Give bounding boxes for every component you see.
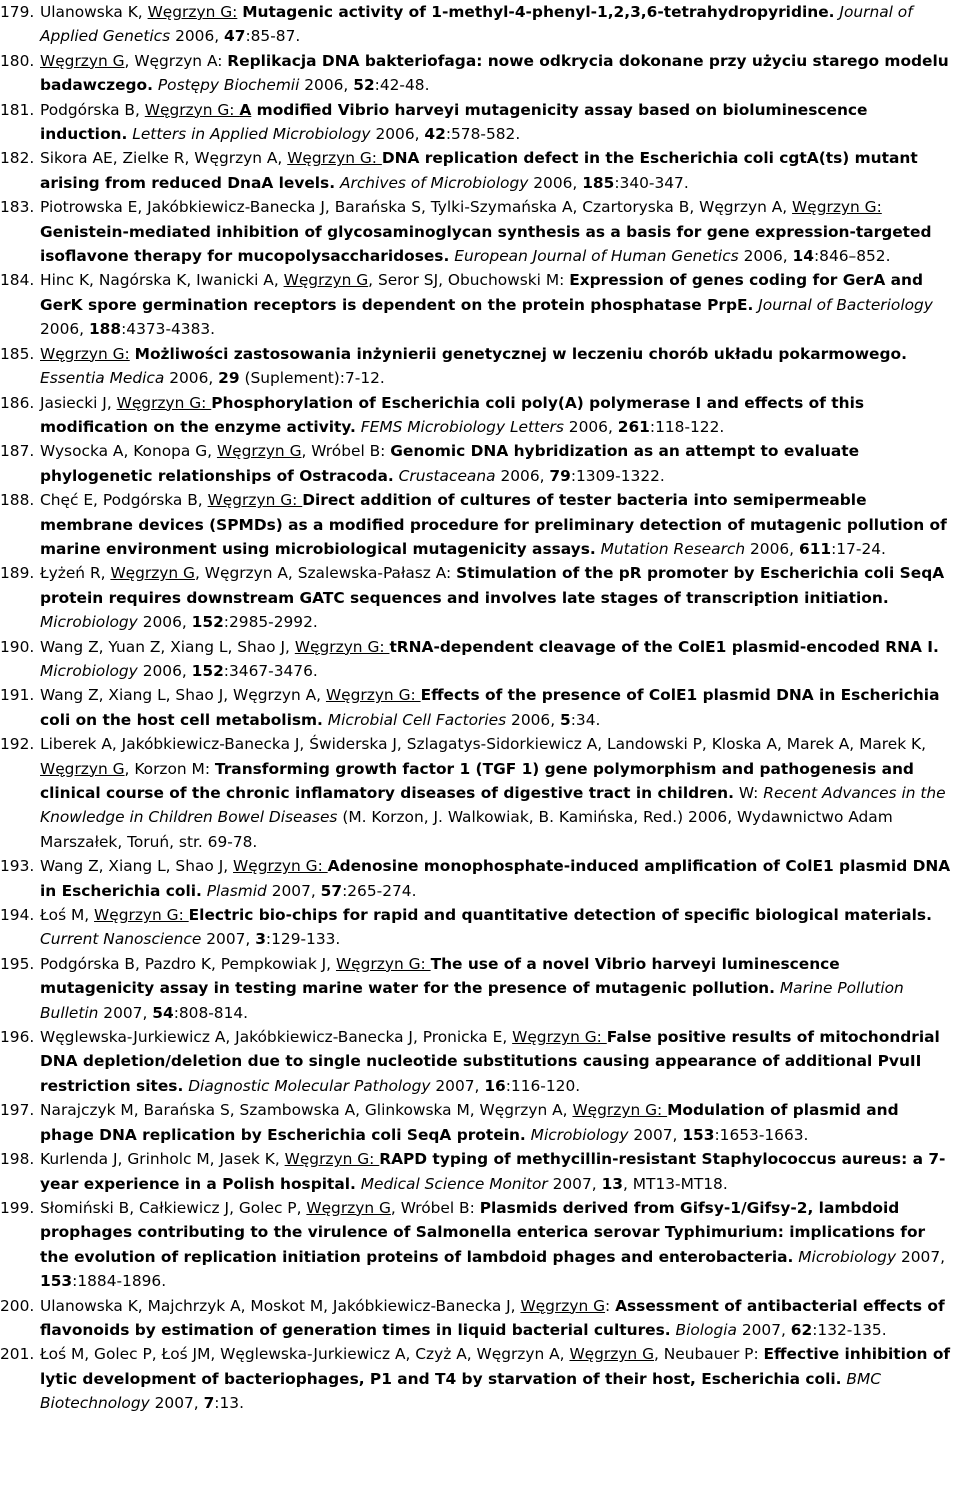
reference-text — [40, 683, 954, 732]
text-segment: :129-133. — [265, 930, 341, 949]
reference-entry — [0, 1147, 960, 1196]
text-segment: :808-814. — [173, 1003, 249, 1022]
title-segment: Adenosine monophosphate-induced amplification of ColE1 plasmid DNA in Escherichia coli. — [40, 857, 951, 900]
text-segment: Łyżeń R, — [40, 564, 111, 583]
reference-number: 188. — [0, 491, 35, 510]
text-segment: Jasiecki J, — [40, 393, 117, 412]
text-segment: Wang Z, Xiang L, Shao J, — [40, 857, 234, 876]
reference-entry — [0, 1025, 960, 1098]
reference-entry — [0, 561, 960, 634]
journal-segment: Microbial Cell Factories — [327, 710, 507, 729]
reference-entry — [0, 635, 960, 684]
text-segment: , Seror SJ, Obuchowski M: — [368, 271, 570, 290]
highlighted-author: Węgrzyn G: — [287, 149, 382, 168]
journal-segment: Microbiology — [40, 613, 138, 632]
title-segment: 153 — [682, 1125, 715, 1144]
highlighted-author: Węgrzyn G: — [94, 906, 189, 925]
text-segment: 2007, — [736, 1320, 791, 1339]
reference-number: 186. — [0, 393, 35, 412]
title-segment: Transforming growth factor 1 (TGF 1) gene polymorphism and pathogenesis and clinical course of the chronic inflamatory diseases of digestive tract in children. — [40, 759, 914, 802]
reference-text — [40, 1342, 954, 1415]
reference-entry — [0, 903, 960, 952]
reference-text — [40, 903, 954, 952]
text-segment: , Węgrzyn A, Szalewska-Pałasz A: — [194, 564, 457, 583]
reference-text — [40, 195, 954, 268]
title-segment: Effects of the presence of ColE1 plasmid DNA in Escherichia coli on the host cell metabolism. — [40, 686, 940, 729]
journal-segment: Mutation Research — [600, 539, 746, 558]
title-segment: Mutagenic activity of 1-methyl-4-phenyl-1,2,3,6-tetrahydropyridine. — [242, 3, 835, 21]
text-segment: :132-135. — [812, 1320, 887, 1339]
title-segment: Expression of genes coding for GerA and GerK spore germination receptors is dependent on the protein phosphatase PrpE. — [40, 271, 924, 314]
text-segment: :34. — [570, 710, 601, 729]
text-segment: Węglewska-Jurkiewicz A, Jakóbkiewicz-Banecka J, Pronicka E, — [40, 1028, 513, 1047]
highlighted-author: Węgrzyn G: — [325, 686, 421, 705]
text-segment: 2006, — [137, 613, 192, 632]
reference-number: 196. — [0, 1028, 35, 1047]
title-segment: Assessment of antibacterial effects of flavonoids by estimation of generation times in liquid bacterial cultures. — [40, 1296, 945, 1339]
text-segment: 2006, — [745, 539, 799, 558]
highlighted-author: Węgrzyn G — [306, 1198, 391, 1217]
title-segment: Replikacja DNA bakteriofaga: nowe odkrycia dokonane przy użyciu starego modelu badawczego. — [40, 51, 949, 95]
text-segment: Łoś M, — [40, 906, 95, 925]
text-segment: W: — [733, 784, 764, 802]
reference-entry — [0, 1196, 960, 1294]
reference-text — [40, 268, 954, 341]
text-segment: Łoś M, Golec P, Łoś JM, Węglewska-Jurkiewicz A, Czyż A, Węgrzyn A, — [40, 1345, 570, 1364]
reference-text — [40, 732, 954, 854]
reference-text — [40, 635, 954, 684]
title-segment: 152 — [191, 613, 224, 632]
title-segment: 42 — [424, 125, 446, 144]
reference-entry — [0, 391, 960, 440]
reference-text — [40, 488, 954, 561]
reference-number: 183. — [0, 198, 35, 217]
text-segment: , MT13-MT18. — [622, 1174, 728, 1193]
reference-number: 180. — [0, 51, 35, 70]
reference-entry — [0, 854, 960, 903]
text-segment: 2006, — [370, 125, 425, 144]
title-segment: Direct addition of cultures of tester bacteria into semipermeable membrane devices (SPMDs) as a modified procedure for preliminary detection of mutagenic pollution of marine environment using microbiological mutagenicity assays. — [40, 491, 947, 558]
journal-segment: Diagnostic Molecular Pathology — [188, 1076, 431, 1095]
title-segment: 7 — [203, 1394, 215, 1413]
title-segment: DNA replication defect in the Escherichia coli cgtA(ts) mutant arising from reduced DnaA levels. — [40, 149, 918, 192]
text-segment: Wysocka A, Konopa G, — [40, 442, 217, 461]
highlighted-author: Węgrzyn G: — [40, 344, 130, 363]
journal-segment: Postępy Biochemii — [157, 76, 300, 95]
title-segment: 153 — [40, 1272, 73, 1291]
journal-segment: Crustaceana — [398, 466, 496, 485]
reference-text — [40, 1098, 954, 1147]
title-segment: 62 — [790, 1320, 813, 1339]
reference-entry — [0, 1294, 960, 1343]
text-segment: 2007, — [628, 1125, 683, 1144]
text-segment: Sikora AE, Zielke R, Węgrzyn A, — [40, 149, 288, 168]
title-segment: 152 — [191, 661, 224, 680]
title-segment: 185 — [582, 173, 615, 192]
reference-text — [40, 49, 954, 98]
reference-text — [40, 854, 954, 903]
reference-number: 193. — [0, 857, 35, 876]
reference-entry — [0, 439, 960, 488]
text-segment: , Neubauer P: — [654, 1345, 764, 1364]
reference-number: 185. — [0, 344, 35, 363]
text-segment: 2006, — [738, 247, 793, 266]
title-segment: 52 — [353, 76, 375, 95]
reference-text — [40, 952, 954, 1025]
highlighted-author: Węgrzyn G — [283, 271, 369, 290]
text-segment: 2006, — [137, 661, 192, 680]
text-segment: :17-24. — [831, 539, 886, 558]
journal-segment: BMC Biotechnology — [40, 1369, 882, 1413]
title-segment: 188 — [88, 320, 122, 339]
reference-entry — [0, 146, 960, 195]
text-segment: :265-274. — [342, 881, 417, 900]
reference-entry — [0, 488, 960, 561]
reference-entry — [0, 342, 960, 391]
reference-number: 184. — [0, 271, 35, 290]
highlighted-author: Węgrzyn G — [216, 442, 302, 461]
title-segment: 611 — [798, 539, 832, 558]
highlighted-author: Węgrzyn G: — [792, 198, 882, 217]
journal-segment: Letters in Applied Microbiology — [132, 125, 371, 144]
reference-number: 179. — [0, 3, 35, 21]
text-segment: :1884-1896. — [72, 1272, 167, 1291]
journal-segment: Journal of Bacteriology — [758, 295, 933, 314]
highlighted-author: Węgrzyn G: — [233, 857, 328, 876]
text-segment: , Węgrzyn A: — [124, 51, 228, 70]
text-segment: Liberek A, Jakóbkiewicz-Banecka J, Świderska J, Szlagatys-Sidorkiewicz A, Landowski P, Kloska A, Marek A, Marek K, — [40, 735, 927, 754]
title-segment: Genomic DNA hybridization as an attempt to evaluate phylogenetic relationships of Ostracoda. — [40, 442, 860, 485]
title-segment: 29 — [218, 369, 240, 388]
reference-text — [40, 0, 954, 49]
title-segment: 16 — [484, 1076, 506, 1095]
text-segment: 2007, — [430, 1076, 485, 1095]
text-segment: 2007, — [547, 1174, 602, 1193]
text-segment: :340-347. — [614, 173, 689, 192]
highlighted-author: Węgrzyn G: — [116, 393, 212, 412]
highlighted-author: Węgrzyn G: — [572, 1101, 668, 1120]
reference-number: 200. — [0, 1296, 35, 1315]
title-segment: 79 — [549, 466, 571, 485]
title-segment: 13 — [601, 1174, 623, 1193]
text-segment: 2006, — [299, 76, 354, 95]
reference-entry — [0, 683, 960, 732]
journal-segment: Archives of Microbiology — [339, 173, 529, 192]
journal-segment: Essentia Medica — [40, 369, 165, 388]
text-segment: 2006, — [170, 27, 225, 46]
text-segment: 2006, — [506, 710, 561, 729]
journal-segment: Microbiology — [798, 1247, 897, 1266]
reference-entry — [0, 952, 960, 1025]
text-segment: Ulanowska K, — [40, 3, 148, 21]
text-segment: 2006, — [40, 320, 89, 339]
title-segment: 5 — [560, 710, 571, 729]
highlighted-author: Węgrzyn G — [40, 51, 125, 70]
text-segment: 2007, — [201, 930, 256, 949]
reference-entry — [0, 1342, 960, 1415]
text-segment: :4373-4383. — [121, 320, 216, 339]
text-segment: Piotrowska E, Jakóbkiewicz-Banecka J, Barańska S, Tylki-Szymańska A, Czartoryska B, Węgrzyn A, — [40, 198, 793, 217]
reference-number: 195. — [0, 954, 35, 973]
reference-text — [40, 439, 954, 488]
reference-entry — [0, 732, 960, 854]
highlighted-author: Węgrzyn G: — [284, 1150, 380, 1169]
reference-text — [40, 1294, 954, 1343]
reference-number: 198. — [0, 1150, 35, 1169]
highlighted-author: Węgrzyn G: — [147, 3, 238, 21]
reference-text — [40, 561, 954, 634]
title-segment: Stimulation of the pR promoter by Escherichia coli SeqA protein requires downstream GATC sequences and involves late stages of transcription initiation. — [40, 564, 945, 607]
text-segment: , Wróbel B: — [390, 1198, 480, 1217]
reference-number: 181. — [0, 100, 35, 119]
journal-segment: Plasmid — [206, 881, 267, 900]
highlighted-author: Węgrzyn G — [110, 564, 195, 583]
text-segment: , Wróbel B: — [301, 442, 391, 461]
text-segment: 2006, — [563, 417, 618, 436]
title-segment: 47 — [224, 27, 246, 46]
highlighted-author: Węgrzyn G: — [294, 637, 390, 656]
journal-segment: FEMS Microbiology Letters — [360, 417, 564, 436]
reference-number: 201. — [0, 1345, 35, 1364]
text-segment: (Suplement):7-12. — [239, 369, 385, 388]
text-segment: :118-122. — [649, 417, 725, 436]
title-segment: tRNA-dependent cleavage of the ColE1 plasmid-encoded RNA I. — [389, 637, 939, 656]
text-segment: Narajczyk M, Barańska S, Szambowska A, Glinkowska M, Węgrzyn A, — [40, 1101, 573, 1120]
text-segment: 2006, — [495, 466, 550, 485]
title-segment: Możliwości zastosowania inżynierii genetycznej w leczeniu chorób układu pokarmowego. — [134, 344, 907, 363]
reference-text — [40, 98, 954, 147]
journal-segment: Microbiology — [40, 661, 138, 680]
reference-number: 199. — [0, 1198, 35, 1217]
text-segment: :3467-3476. — [223, 661, 318, 680]
title-segment: False positive results of mitochondrial DNA depletion/deletion due to single nucleotide substitutions causing appearance of additional PvuII restriction sites. — [40, 1028, 940, 1095]
text-segment: Podgórska B, Pazdro K, Pempkowiak J, — [40, 954, 336, 973]
highlighted-author: Węgrzyn G — [569, 1345, 654, 1364]
text-segment: 2007, — [266, 881, 321, 900]
text-segment: (M. Korzon, J. Walkowiak, B. Kamińska, Red.) 2006, Wydawnictwo Adam Marszałek, Toruń, str. 69-78. — [40, 808, 893, 851]
title-segment: RAPD typing of methycillin-resistant Staphylococcus aureus: a 7-year experience in a Polish hospital. — [40, 1150, 946, 1193]
reference-entry — [0, 0, 960, 49]
text-segment: :578-582. — [445, 125, 521, 144]
text-segment: 2007, — [149, 1394, 204, 1413]
text-segment: Hinc K, Nagórska K, Iwanicki A, — [40, 271, 284, 290]
reference-text — [40, 391, 954, 440]
title-segment: 54 — [152, 1003, 174, 1022]
reference-number: 187. — [0, 442, 35, 461]
text-segment: :1653-1663. — [714, 1125, 809, 1144]
title-segment: Modulation of plasmid and phage DNA replication by Escherichia coli SeqA protein. — [40, 1101, 899, 1144]
reference-entry — [0, 268, 960, 341]
text-segment: 2006, — [528, 173, 583, 192]
reference-number: 191. — [0, 686, 35, 705]
text-segment: 2007, — [98, 1003, 153, 1022]
reference-number: 190. — [0, 637, 35, 656]
title-segment: Genistein-mediated inhibition of glycosaminoglycan synthesis as a basis for gene expression-targeted isoflavone therapy for mucopolysaccharidoses. — [40, 222, 932, 266]
text-segment: :846–852. — [813, 247, 891, 266]
text-segment: 2006, — [164, 369, 219, 388]
title-segment: Electric bio-chips for rapid and quantitative detection of specific biological materials. — [188, 906, 932, 925]
journal-segment: Marine Pollution Bulletin — [40, 979, 904, 1022]
text-segment: Podgórska B, — [40, 100, 145, 119]
text-segment: :116-120. — [505, 1076, 581, 1095]
title-segment: 57 — [320, 881, 343, 900]
highlighted-author: Węgrzyn G: — [335, 954, 431, 973]
reference-entry — [0, 98, 960, 147]
journal-segment: Current Nanoscience — [40, 930, 202, 949]
text-segment: Wang Z, Yuan Z, Xiang L, Shao J, — [40, 637, 295, 656]
title-segment: 261 — [617, 417, 650, 436]
journal-segment: Microbiology — [530, 1125, 629, 1144]
journal-segment: Recent Advances in the Knowledge in Children Bowel Diseases — [40, 784, 946, 827]
reference-number: 197. — [0, 1101, 35, 1120]
journal-segment: Biologia — [675, 1320, 737, 1339]
text-segment: :42-48. — [374, 76, 430, 95]
reference-entry — [0, 49, 960, 98]
reference-entry — [0, 195, 960, 268]
text-segment: :13. — [214, 1394, 244, 1413]
reference-entry — [0, 1098, 960, 1147]
reference-text — [40, 1025, 954, 1098]
text-segment: 2007, — [896, 1247, 946, 1266]
reference-text — [40, 1196, 954, 1294]
text-segment: :2985-2992. — [223, 613, 318, 632]
reference-text — [40, 342, 954, 391]
highlighted-author: Węgrzyn G — [520, 1296, 606, 1315]
highlighted-author: Węgrzyn G: — [512, 1028, 607, 1047]
text-segment: : — [605, 1296, 616, 1315]
title-segment: 3 — [255, 930, 266, 949]
text-segment: Chęć E, Podgórska B, — [40, 491, 208, 510]
highlighted-author: Węgrzyn G — [40, 759, 125, 778]
title-segment: Phosphorylation of Escherichia coli poly(A) polymerase I and effects of this modification on the enzyme activity. — [40, 393, 865, 436]
journal-segment: European Journal of Human Genetics — [454, 247, 739, 266]
journal-segment: Journal of Applied Genetics — [40, 3, 913, 46]
reference-number: 189. — [0, 564, 35, 583]
title-segment: modified Vibrio harveyi mutagenicity assay based on bioluminescence induction. — [40, 100, 868, 144]
highlighted-author: A — [239, 100, 252, 119]
reference-text — [40, 146, 954, 195]
title-segment: Effective inhibition of lytic development of bacteriophages, P1 and T4 by starvation of their host, Escherichia coli. — [40, 1345, 951, 1388]
text-segment: Kurlenda J, Grinholc M, Jasek K, — [40, 1150, 285, 1169]
reference-number: 194. — [0, 906, 35, 925]
text-segment: Słomiński B, Całkiewicz J, Golec P, — [40, 1198, 307, 1217]
text-segment: :85-87. — [245, 27, 301, 46]
highlighted-author: Węgrzyn G: — [207, 491, 303, 510]
title-segment: The use of a novel Vibrio harveyi luminescence mutagenicity assay in testing marine water for the presence of mutagenic pollution. — [40, 954, 840, 998]
title-segment: 14 — [792, 247, 814, 266]
journal-segment: Medical Science Monitor — [360, 1174, 548, 1193]
reference-number: 182. — [0, 149, 35, 168]
text-segment: , Korzon M: — [124, 759, 215, 778]
text-segment: :1309-1322. — [570, 466, 665, 485]
title-segment: Plasmids derived from Gifsy-1/Gifsy-2, lambdoid prophages contributing to the virulence of Salmonella enterica serovar Typhimurium: implications for the evolution of replication initiation proteins of lambdoid phages and enterobacteria. — [40, 1198, 926, 1266]
highlighted-author: Węgrzyn G: — [144, 100, 240, 119]
text-segment: Ulanowska K, Majchrzyk A, Moskot M, Jakóbkiewicz-Banecka J, — [40, 1296, 521, 1315]
reference-number: 192. — [0, 735, 35, 754]
reference-text — [40, 1147, 954, 1196]
text-segment: Wang Z, Xiang L, Shao J, Węgrzyn A, — [40, 686, 326, 705]
